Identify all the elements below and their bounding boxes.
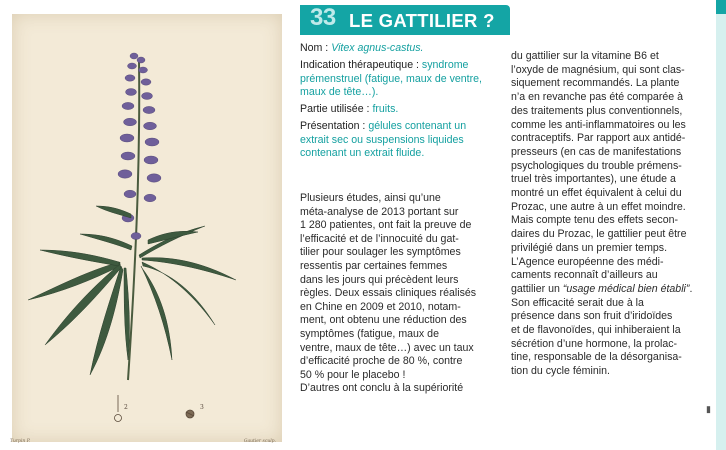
figure-number-3: 3: [200, 404, 204, 411]
body-right-quote-line: [511, 283, 707, 310]
nom-value: Vitex agnus-castus.: [331, 42, 424, 54]
info-presentation: [300, 120, 496, 161]
vitex-illustration: [0, 0, 290, 450]
body-line: ment, ont obtenu une réduction des: [300, 314, 467, 327]
body-line: et de flavonoïdes, qui inhiberaient la: [511, 324, 681, 337]
plate-credit-engraver: Gautier sculp.: [243, 439, 276, 444]
page-edge-stripe: [716, 0, 726, 450]
body-line: Plusieurs études, ainsi qu’une: [300, 192, 441, 204]
body-column-right: [511, 50, 707, 379]
info-partie: [300, 103, 496, 117]
body-line: truel très importantes), une étude a: [511, 173, 676, 186]
presentation-value: gélules contenant un extrait sec ou suspensions liquides contenant un extrait fluide.: [300, 120, 467, 159]
body-line: présence dans son fruit d’iridoïdes: [511, 310, 673, 323]
body-line: symptômes (fatigue, maux de: [300, 327, 439, 340]
body-line: psychologiques du trouble prémens-: [511, 159, 682, 172]
presentation-label: Présentation :: [300, 120, 369, 132]
indication-value: syndrome prémenstruel (fatigue, maux de ventre, maux de tête…).: [300, 59, 482, 98]
body-line: l’efficacité et de l’innocuité du gat-: [300, 232, 459, 245]
body-line: d’efficacité proche de 80 %, contre: [300, 355, 463, 368]
article-number: 33: [310, 4, 336, 31]
body-line: daires du Prozac, le gattilier peut être: [511, 228, 687, 241]
page-edge-tab: [716, 0, 726, 14]
body-line: tilier pour soulager les symptômes: [300, 246, 461, 259]
body-line: des traitements plus conventionnels,: [511, 104, 683, 117]
body-line: montré un effet équivalent à celui du: [511, 187, 682, 200]
body-line: L’Agence européenne des médi-: [511, 255, 664, 268]
body-line: Mais compte tenu des effets secon-: [511, 214, 679, 227]
body-line: tine, responsable de la désorganisa-: [511, 351, 682, 364]
body-line: contraceptifs. Par rapport aux antidé-: [511, 132, 686, 145]
body-line: comme les anti-inflammatoires ou les: [511, 118, 686, 131]
body-line: Prozac, une autre à un effet moindre.: [511, 200, 686, 213]
body-line: presseurs (en cas de manifestations: [511, 145, 682, 158]
body-right-part-b: [511, 310, 707, 379]
article-title: LE GATTILIER ?: [349, 10, 495, 31]
botanical-plate: [0, 0, 290, 450]
partie-value: fruits.: [372, 103, 399, 115]
info-indication: [300, 59, 496, 100]
quote-suffix: . Son efficacité serait due à la: [511, 282, 693, 309]
body-line: siquement recommandés. La plante: [511, 77, 680, 90]
body-line: n’a en revanche pas été comparée à: [511, 91, 683, 104]
body-line: ventre, maux de tête…) avec un taux: [300, 341, 474, 354]
body-line: 50 % pour le placebo !: [300, 368, 406, 381]
body-line: règles. Deux essais cliniques réalisés: [300, 287, 477, 300]
body-line: méta-analyse de 2013 portant sur: [300, 205, 459, 218]
body-line: sécrétion d’une hormone, la prolac-: [511, 337, 678, 350]
page-mark: ▮: [706, 404, 711, 414]
quote-prefix: gattilier un: [511, 282, 563, 295]
palmate-leaves: [28, 206, 236, 375]
body-right-part-a: [511, 50, 707, 283]
body-line: privilégié dans un premier temps.: [511, 241, 668, 254]
body-line: l’oxyde de magnésium, qui sont clas-: [511, 63, 685, 76]
body-line: caments reconnaît d’ailleurs au: [511, 269, 658, 282]
body-line: en Chine en 2009 et 2010, notam-: [300, 300, 461, 313]
body-column-left: [300, 192, 500, 396]
nom-label: Nom :: [300, 42, 332, 54]
body-line: ressentis par certaines femmes: [300, 259, 448, 272]
body-line: dans les jours qui précèdent leurs: [300, 273, 459, 286]
body-line: du gattilier sur la vitamine B6 et: [511, 50, 659, 62]
info-block: [300, 42, 496, 164]
body-line: tion du cycle féminin.: [511, 365, 610, 378]
body-line: D’autres ont conclu à la supériorité: [300, 382, 464, 395]
partie-label: Partie utilisée :: [300, 103, 373, 115]
body-line: 1 280 patientes, ont fait la preuve de: [300, 219, 472, 232]
plate-credit-artist: Turpin P.: [10, 439, 31, 444]
quote-text: “usage médical bien établi”: [562, 282, 690, 295]
indication-label: Indication thérapeutique :: [300, 59, 422, 71]
figure-number-2: 2: [124, 404, 128, 411]
info-nom: [300, 42, 496, 56]
